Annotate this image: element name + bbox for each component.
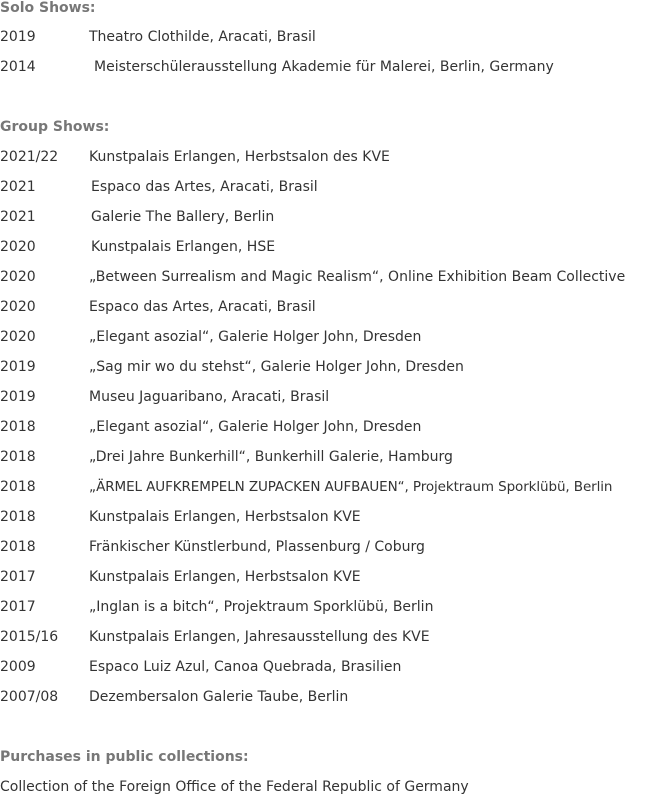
exhibition-title: „Elegant asozial“, Galerie Holger John, Dresden: [89, 419, 422, 435]
exhibition-title: Galerie The Ballery, Berlin: [91, 209, 275, 225]
exhibition-title: Kunstpalais Erlangen, Herbstsalon KVE: [89, 569, 361, 585]
solo-shows-heading: Solo Shows:: [0, 0, 96, 16]
exhibition-title: Dezembersalon Galerie Taube, Berlin: [89, 689, 349, 705]
exhibition-title: „Sag mir wo du stehst“, Galerie Holger John, Dresden: [89, 359, 464, 375]
collection-entry: Collection of the Foreign Office of the Federal Republic of Germany: [0, 779, 469, 795]
exhibition-title: Espaco das Artes, Aracati, Brasil: [89, 299, 316, 315]
exhibition-year: 2020: [0, 239, 36, 255]
exhibition-year: 2021/22: [0, 149, 59, 165]
exhibition-title: Kunstpalais Erlangen, HSE: [91, 239, 276, 255]
exhibition-title: Fränkischer Künstlerbund, Plassenburg / Coburg: [89, 539, 425, 555]
exhibition-title: Theatro Clothilde, Aracati, Brasil: [89, 29, 316, 45]
exhibition-year: 2019: [0, 29, 36, 45]
exhibition-title: Espaco Luiz Azul, Canoa Quebrada, Brasilien: [89, 659, 402, 675]
exhibition-year: 2021: [0, 209, 36, 225]
exhibition-title: Kunstpalais Erlangen, Jahresausstellung des KVE: [89, 629, 430, 645]
exhibition-year: 2009: [0, 659, 36, 675]
exhibition-year: 2018: [0, 419, 36, 435]
exhibition-year: 2014: [0, 59, 36, 75]
exhibition-year: 2018: [0, 539, 36, 555]
exhibition-year: 2021: [0, 179, 36, 195]
exhibition-title: „Between Surrealism and Magic Realism“, Online Exhibition Beam Collective: [89, 269, 626, 285]
exhibition-title: Meisterschülerausstellung Akademie für Malerei, Berlin, Germany: [94, 59, 554, 75]
exhibition-year: 2017: [0, 569, 36, 585]
exhibition-year: 2020: [0, 329, 36, 345]
exhibition-title: „Elegant asozial“, Galerie Holger John, Dresden: [89, 329, 422, 345]
exhibition-year: 2017: [0, 599, 36, 615]
exhibition-title: Kunstpalais Erlangen, Herbstsalon KVE: [89, 509, 361, 525]
exhibition-year: 2020: [0, 269, 36, 285]
exhibition-year: 2019: [0, 359, 36, 375]
exhibition-year: 2019: [0, 389, 36, 405]
exhibition-title: Kunstpalais Erlangen, Herbstsalon des KVE: [89, 149, 390, 165]
exhibition-year: 2018: [0, 509, 36, 525]
exhibition-year: 2020: [0, 299, 36, 315]
exhibition-title: Espaco das Artes, Aracati, Brasil: [91, 179, 318, 195]
group-shows-heading: Group Shows:: [0, 119, 110, 135]
exhibition-year: 2007/08: [0, 689, 59, 705]
exhibition-title: Museu Jaguaribano, Aracati, Brasil: [89, 389, 330, 405]
exhibition-year: 2018: [0, 479, 36, 495]
exhibition-title: „Drei Jahre Bunkerhill“, Bunkerhill Galerie, Hamburg: [89, 449, 453, 465]
exhibition-year: 2015/16: [0, 629, 59, 645]
exhibition-title: „Inglan is a bitch“, Projektraum Sporklübü, Berlin: [89, 599, 434, 615]
exhibition-year: 2018: [0, 449, 36, 465]
purchases-heading: Purchases in public collections:: [0, 749, 249, 765]
exhibition-title: „ÄRMEL AUFKREMPELN ZUPACKEN AUFBAUEN“, Projektraum Sporklübü, Berlin: [89, 479, 613, 495]
